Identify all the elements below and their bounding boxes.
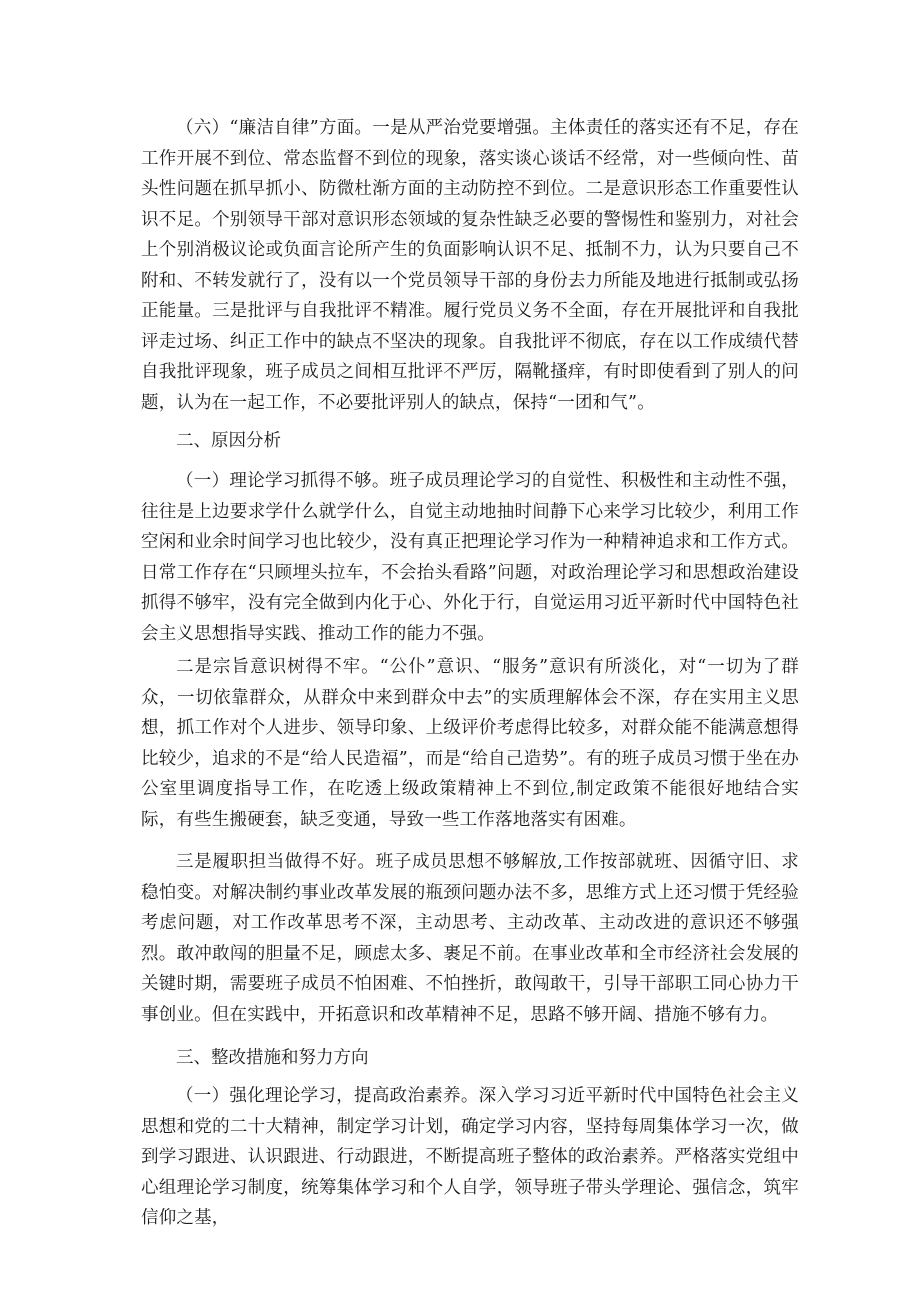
paragraph-purpose-awareness: 二是宗旨意识树得不牢。“公仆”意识、“服务”意识有所淡化，对“一切为了群众，一切依靠群众，从群众中来到群众中去”的实质理解体会不深，存在实用主义思想，抓工作对个人进步、领导印象、上级评价考虑得比较多，对群众能不能满意想得比较少，追求的不是“给人民造福”，而是“给自己造势”。有的班子成员习惯于坐在办公室里调度指导工作，在吃透上级政策精神上不到位,制定政策不能很好地结合实际，有些生搬硬套，缺乏变通，导致一些工作落地落实有困难。 xyxy=(141,657,799,830)
paragraph-duty-responsibility: 三是履职担当做得不好。班子成员思想不够解放,工作按部就班、因循守旧、求稳怕变。对解决制约事业改革发展的瓶颈问题办法不多，思维方式上还习惯于凭经验考虑问题，对工作改革思考不深，主动思考、主动改革、主动改进的意识还不够强烈。敢冲敢闯的胆量不足，顾虑太多、裹足不前。在事业改革和全市经济社会发展的关键时期，需要班子成员不怕困难、不怕挫折，敢闯敢干，引导干部职工同心协力干事创业。但在实践中，开拓意识和改革精神不足，思路不够开阔、措施不够有力。 xyxy=(141,852,799,1025)
section-heading-causes: 二、原因分析 xyxy=(176,431,281,451)
paragraph-theory-study: （一）理论学习抓得不够。班子成员理论学习的自觉性、积极性和主动性不强，往往是上边要求学什么就学什么，自觉主动地抽时间静下心来学习比较少，利用工作空闲和业余时间学习也比较少，没有真正把理论学习作为一种精神追求和工作方式。日常工作存在“只顾埋头拉车，不会抬头看路”问题，对政治理论学习和思想政治建设抓得不够牢，没有完全做到内化于心、外化于行，自觉运用习近平新时代中国特色社会主义思想指导实践、推动工作的能力不强。 xyxy=(141,471,799,644)
section-heading-measures: 三、整改措施和努力方向 xyxy=(176,1048,369,1068)
paragraph-strengthen-theory: （一）强化理论学习，提高政治素养。深入学习习近平新时代中国特色社会主义思想和党的二十大精神，制定学习计划，确定学习内容，坚持每周集体学习一次，做到学习跟进、认识跟进、行动跟进，不断提高班子整体的政治素养。严格落实党组中心组理论学习制度，统筹集体学习和个人自学，领导班子带头学理论、强信念，筑牢信仰之基， xyxy=(141,1086,799,1228)
paragraph-integrity: （六）“廉洁自律”方面。一是从严治党要增强。主体责任的落实还有不足，存在工作开展不到位、常态监督不到位的现象，落实谈心谈话不经常，对一些倾向性、苗头性问题在抓早抓小、防微杜渐方面的主动防控不到位。二是意识形态工作重要性认识不足。个别领导干部对意识形态领域的复杂性缺乏必要的警惕性和鉴别力，对社会上个别消极议论或负面言论所产生的负面影响认识不足、抵制不力，认为只要自己不附和、不转发就行了，没有以一个党员领导干部的身份去力所能及地进行抵制或弘扬正能量。三是批评与自我批评不精准。履行党员义务不全面，存在开展批评和自我批评走过场、纠正工作中的缺点不坚决的现象。自我批评不彻底，存在以工作成绩代替自我批评现象，班子成员之间相互批评不严厉，隔靴搔痒，有时即使看到了别人的问题，认为在一起工作，不必要批评别人的缺点，保持“一团和气”。 xyxy=(141,118,799,413)
